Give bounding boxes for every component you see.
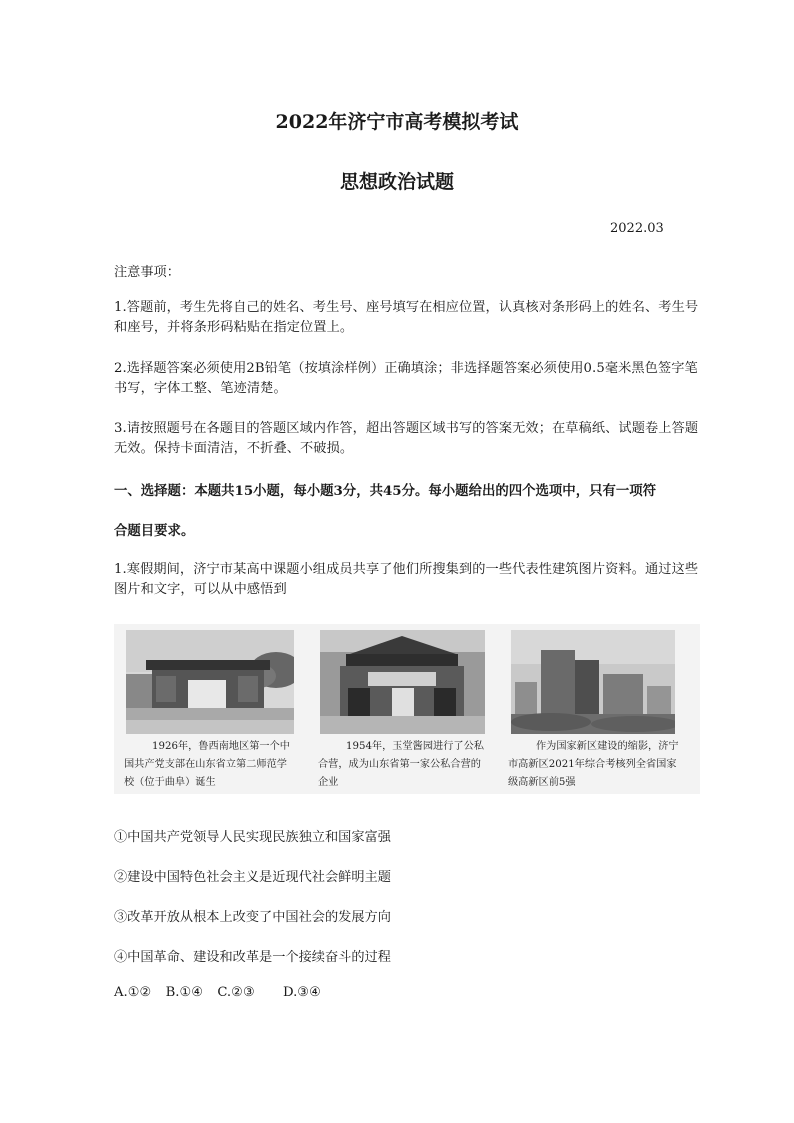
statement-1: ①中国共产党领导人民实现民族独立和国家富强	[114, 830, 391, 845]
exam-subtitle: 思想政治试题	[339, 171, 454, 193]
option-a[interactable]: A.①②	[114, 985, 152, 1000]
question-1-stem: 1.寒假期间，济宁市某高中课题小组成员共享了他们所搜集到的一些代表性建筑图片资料。通过这些图片和文字，可以从中感悟到	[114, 562, 699, 597]
statement-2: ②建设中国特色社会主义是近现代社会鲜明主题	[114, 870, 391, 885]
figure-caption-1: 1926年，鲁西南地区第一个中国共产党支部在山东省立第二师范学校（位于曲阜）诞生	[124, 741, 290, 788]
option-c[interactable]: C.②③	[217, 985, 255, 1000]
notice-heading: 注意事项：	[114, 265, 180, 280]
exam-date: 2022.03	[610, 221, 664, 236]
figure-caption-2: 1954年，玉堂酱园进行了公私合营，成为山东省第一家公私合营的企业	[318, 741, 484, 788]
yutang-shop-photo	[320, 630, 485, 734]
notice-item-1: 1.答题前，考生先将自己的姓名、考生号、座号填写在相应位置，认真核对条形码上的姓名、考生号和座号，并将条形码粘贴在指定位置上。	[114, 300, 699, 335]
figure-caption-3: 作为国家新区建设的缩影，济宁市高新区2021年综合考核列全省国家级高新区前5强	[508, 741, 679, 788]
notice-item-3: 3.请按照题号在各题目的答题区域内作答，超出答题区域书写的答案无效；在草稿纸、试题卷上答题无效。保持卡面清洁，不折叠、不破损。	[114, 421, 699, 456]
answer-options	[114, 985, 331, 1000]
section-heading-line1: 一、选择题：本题共15小题，每小题3分，共45分。每小题给出的四个选项中，只有一项符	[114, 483, 657, 499]
statement-3: ③改革开放从根本上改变了中国社会的发展方向	[114, 910, 391, 925]
notice-item-2: 2.选择题答案必须使用2B铅笔（按填涂样例）正确填涂；非选择题答案必须使用0.5毫米黑色签字笔书写，字体工整、笔迹清楚。	[114, 361, 698, 396]
option-b[interactable]: B.①④	[165, 985, 204, 1000]
option-d[interactable]: D.③④	[282, 985, 321, 1000]
modern-building-photo	[511, 630, 675, 734]
section-heading-line2: 合题目要求。	[114, 523, 195, 539]
statement-4: ④中国革命、建设和改革是一个接续奋斗的过程	[114, 950, 391, 965]
school-gate-photo	[126, 630, 294, 734]
exam-title: 2022年济宁市高考模拟考试	[275, 111, 519, 133]
